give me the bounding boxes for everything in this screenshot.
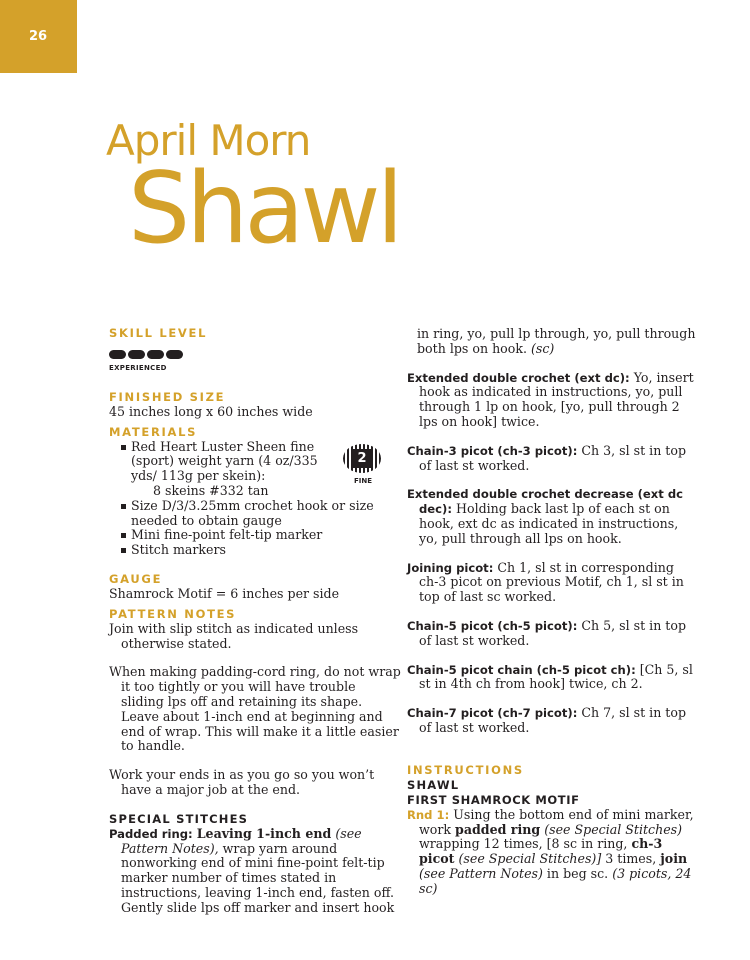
instructions-subheading: SHAWL (407, 777, 460, 792)
left-column (109, 326, 401, 916)
finished-size-heading: FINISHED SIZE (109, 389, 226, 404)
skill-segment (109, 350, 126, 359)
special-stitch: Joining picot: Ch 1, sl st in corresponding ch-3 picot on previous Motif, ch 1, sl st in top of last sc worked. (407, 559, 684, 605)
padded-ring-continued: in ring, yo, pull lp through, yo, pull through both lps on hook. (sc) (417, 326, 696, 356)
pattern-note: Join with slip stitch as indicated unless otherwise stated. (109, 620, 359, 651)
skill-level-heading: SKILL LEVEL (109, 326, 208, 340)
pattern-title-line1: April Morn (106, 116, 311, 165)
special-stitch-padded-ring: Padded ring: Leaving 1-inch end (see Pattern Notes), wrap yarn around nonworking end of mini fine-point felt-tip marker number of times stated in instructions, leaving 1-inch end, fasten off. Gently slide lps off marker and insert hook (109, 825, 395, 915)
list-item: Size D/3/3.25mm crochet hook or size needed to obtain gauge (121, 499, 401, 529)
special-stitch: Chain-5 picot (ch-5 picot): Ch 5, sl st in top of last st worked. (407, 617, 687, 648)
materials-sub-item: 8 skeins #332 tan (153, 482, 269, 498)
skill-segment (147, 350, 164, 359)
special-stitch: Extended double crochet (ext dc): Yo, insert hook as indicated in instructions, yo, pull through 1 lp on hook, [yo, pull through 2 lps on hook] twice. (407, 369, 694, 429)
pattern-notes-heading: PATTERN NOTES (109, 606, 237, 621)
pattern-title-line2: Shawl (128, 152, 400, 266)
list-item: Stitch markers (121, 543, 401, 558)
list-item: Mini fine-point felt-tip marker (121, 528, 401, 543)
gauge-heading: GAUGE (109, 571, 163, 586)
right-column (407, 327, 697, 897)
page-number: 26 (29, 29, 48, 44)
instructions-heading: INSTRUCTIONS (407, 762, 524, 777)
pattern-note: Work your ends in as you go so you won’t have a major job at the end. (109, 767, 375, 797)
yarn-weight-number: 2 (352, 449, 372, 468)
skill-segment (166, 350, 183, 359)
special-stitch: Chain-3 picot (ch-3 picot): Ch 3, sl st in top of last st worked. (407, 442, 687, 473)
list-item: Red Heart Luster Sheen fine (sport) weight yarn (4 oz/335 yds/ 113g per skein): 8 skeins #332 tan (121, 440, 401, 499)
skill-level-label: EXPERIENCED (109, 364, 167, 372)
finished-size-text: 45 inches long x 60 inches wide (109, 403, 313, 419)
skill-segment (128, 350, 145, 359)
yarn-weight-icon (339, 444, 387, 489)
materials-heading: MATERIALS (109, 424, 198, 439)
motif-heading: FIRST SHAMROCK MOTIF (407, 792, 580, 807)
pattern-note: When making padding-cord ring, do not wrap it too tightly or you will have trouble sliding lps off and retaining its shape. Leave about 1-inch end at beginning and end of wrap. This will make it a little easier to handle. (109, 664, 401, 754)
special-stitch: Chain-5 picot chain (ch-5 picot ch): [Ch 5, sl st in 4th ch from hook] twice, ch 2. (407, 661, 693, 692)
special-stitch: Chain-7 picot (ch-7 picot): Ch 7, sl st in top of last st worked. (407, 705, 687, 735)
special-stitches-heading: SPECIAL STITCHES (109, 811, 249, 826)
yarn-weight-label: FINE (353, 477, 373, 485)
skill-level-bar (109, 350, 401, 359)
round-instruction: Rnd 1: Using the bottom end of mini marker, work padded ring (see Special Stitches) wrapping 12 times, [8 sc in ring, ch-3 picot (see Special Stitches)] 3 times, join (see Pattern Notes) in beg sc. (3 picots, 24 sc) (407, 806, 694, 896)
special-stitch: Extended double crochet decrease (ext dc dec): Holding back last lp of each st on hook, ext dc as indicated in instructions, yo, pull through all lps on hook. (407, 487, 683, 546)
gauge-text: Shamrock Motif = 6 inches per side (109, 585, 340, 601)
